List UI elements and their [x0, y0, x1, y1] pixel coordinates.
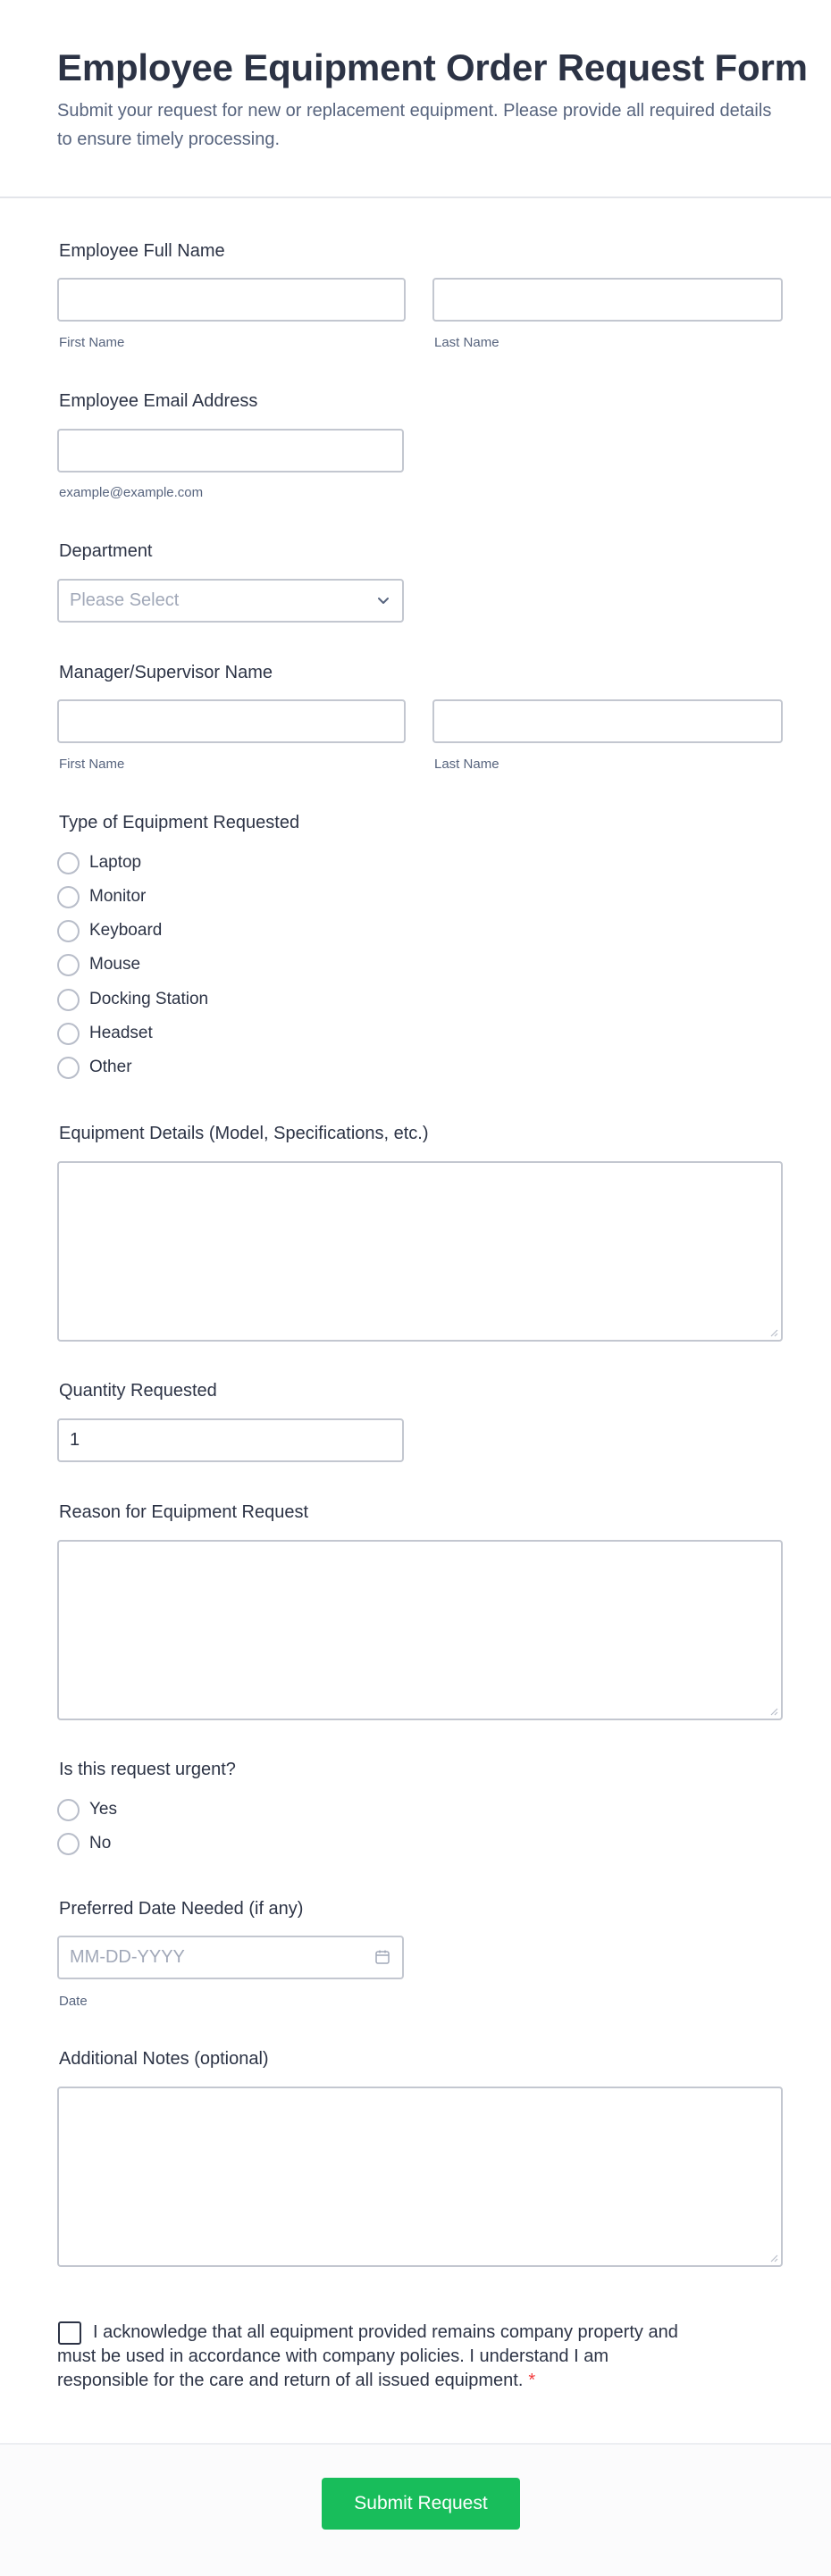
quantity-label: Quantity Requested [59, 1381, 217, 1401]
manager-last-name-sublabel: Last Name [434, 757, 499, 772]
email-label: Employee Email Address [59, 391, 258, 411]
radio-button[interactable] [57, 1799, 80, 1821]
urgent-option-no[interactable] [57, 1831, 111, 1856]
radio-label: Yes [89, 1800, 117, 1819]
equipment-option-other[interactable] [57, 1055, 132, 1080]
form-subtitle: Submit your request for new or replacement equipment. Please provide all required details to ensure timely processing. [57, 101, 772, 149]
radio-button[interactable] [57, 954, 80, 976]
manager-name-label: Manager/Supervisor Name [59, 663, 273, 682]
radio-label: Laptop [89, 853, 142, 872]
radio-button[interactable] [57, 1057, 80, 1079]
employee-last-name-sublabel: Last Name [434, 335, 499, 350]
department-select[interactable] [57, 579, 404, 623]
calendar-icon[interactable] [374, 1948, 391, 1966]
employee-first-name-sublabel: First Name [59, 335, 125, 350]
equipment-details-textarea[interactable] [57, 1161, 783, 1342]
acknowledgement-text [57, 2321, 701, 2393]
department-select-value: Please Select [70, 590, 180, 610]
employee-first-name-input[interactable] [57, 278, 406, 322]
quantity-input[interactable]: 1 [57, 1418, 404, 1462]
equipment-option-monitor[interactable] [57, 884, 146, 909]
manager-first-name-input[interactable] [57, 699, 406, 743]
manager-last-name-input[interactable] [432, 699, 783, 743]
email-sublabel: example@example.com [59, 485, 204, 500]
equipment-option-mouse[interactable] [57, 952, 140, 977]
radio-button[interactable] [57, 1023, 80, 1045]
resize-grip-icon[interactable] [769, 1707, 778, 1716]
resize-grip-icon[interactable] [769, 1328, 778, 1337]
notes-label: Additional Notes (optional) [59, 2049, 269, 2069]
urgent-label: Is this request urgent? [59, 1760, 236, 1779]
date-needed-placeholder: MM-DD-YYYY [70, 1947, 185, 1967]
reason-textarea[interactable] [57, 1540, 783, 1720]
equipment-option-laptop[interactable] [57, 850, 141, 875]
radio-label: Mouse [89, 955, 141, 974]
equipment-details-label: Equipment Details (Model, Specifications, etc.) [59, 1124, 429, 1143]
date-sublabel: Date [59, 1994, 88, 2009]
equipment-type-label: Type of Equipment Requested [59, 813, 300, 832]
equipment-option-keyboard[interactable] [57, 918, 162, 943]
chevron-down-icon [375, 592, 391, 608]
manager-first-name-sublabel: First Name [59, 757, 125, 772]
submit-button[interactable]: Submit Request [322, 2478, 520, 2530]
required-asterisk: * [528, 2371, 536, 2390]
date-needed-input[interactable] [57, 1936, 404, 1979]
equipment-option-docking-station[interactable] [57, 987, 208, 1012]
resize-grip-icon[interactable] [769, 2254, 778, 2262]
employee-last-name-input[interactable] [432, 278, 783, 322]
form-header [0, 0, 831, 198]
radio-label: Keyboard [89, 921, 163, 940]
notes-textarea[interactable] [57, 2087, 783, 2267]
radio-label: Docking Station [89, 990, 209, 1008]
radio-button[interactable] [57, 920, 80, 942]
radio-button[interactable] [57, 989, 80, 1011]
radio-label: Other [89, 1058, 132, 1076]
form-title: Employee Equipment Order Request Form [57, 46, 808, 88]
radio-label: Monitor [89, 887, 147, 906]
urgent-option-yes[interactable] [57, 1797, 117, 1822]
radio-button[interactable] [57, 852, 80, 874]
email-input[interactable] [57, 429, 404, 473]
radio-label: No [89, 1834, 112, 1853]
reason-label: Reason for Equipment Request [59, 1502, 309, 1522]
radio-label: Headset [89, 1024, 153, 1042]
radio-button[interactable] [57, 886, 80, 908]
radio-button[interactable] [57, 1833, 80, 1855]
acknowledgement-checkbox[interactable] [58, 2321, 81, 2345]
employee-name-label: Employee Full Name [59, 241, 225, 261]
acknowledgement-label: I acknowledge that all equipment provided remains company property and must be used in accordance with company policies. I understand I am responsible for the care and return of all issued equipment. [57, 2322, 678, 2390]
equipment-option-headset[interactable] [57, 1021, 153, 1046]
department-label: Department [59, 541, 153, 561]
date-needed-label: Preferred Date Needed (if any) [59, 1899, 304, 1919]
